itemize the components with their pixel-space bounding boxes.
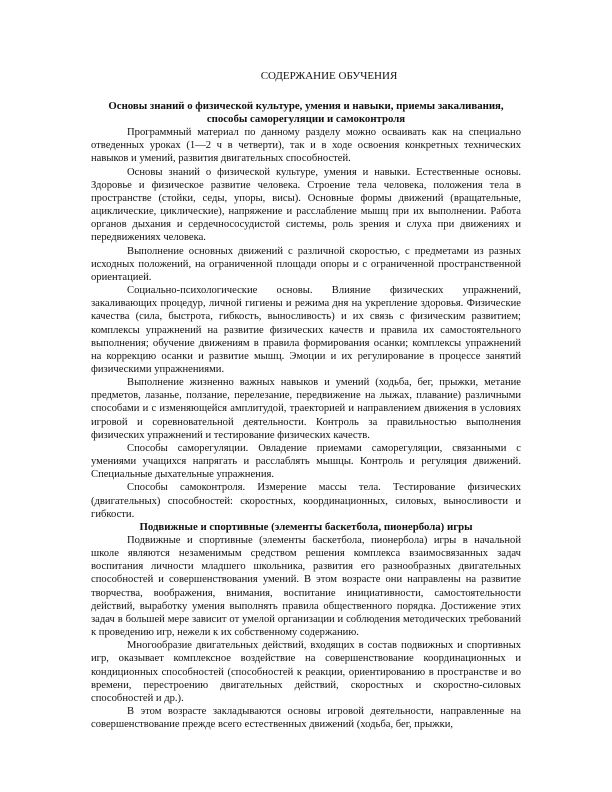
- paragraph: Социально-психологические основы. Влияние физических упражнений, закаливающих процедур, личной гигиены и режима дня на укрепление здоровья. Физические качества (сила, быстрота, гибкость, выносливость) и их связь с физическим развитием; комплексы упражнений на развитие физических качеств и правила их самостоятельного выполнения; обучение движениям в правила формирования осанки; комплексы упражнений на коррекцию осанки и развитие мышц. Эмоции и их регулирование в процессе занятий физическими упражнениями.: [91, 285, 521, 375]
- paragraph: В этом возрасте закладываются основы игровой деятельности, направленные на совершенствование прежде всего естественных движений (ходьба, бег, прыжки,: [91, 706, 521, 731]
- paragraph: Основы знаний о физической культуре, умения и навыки. Естественные основы. Здоровье и физическое развитие человека. Строение тела человека, положения тела в пространстве (стойки, седы, упоры, висы). Основные формы движений (вращательные, ациклические, циклические), напряжение и расслабление мышц при их выполнении. Работа органов дыхания и сердечнососудистой системы, роль зрения и слуха при движениях и передвижениях человека.: [91, 166, 521, 244]
- paragraph: Выполнение основных движений с различной скоростью, с предметами из разных исходных положений, на ограниченной площади опоры и с ограниченной пространственной ориентацией.: [91, 245, 521, 283]
- section-heading-knowledge: Основы знаний о физической культуре, умения и навыки, приемы закаливания,: [108, 100, 504, 113]
- section-heading-games: Подвижные и спортивные (элементы баскетбола, пионербола) игры: [139, 520, 473, 533]
- document-body: [91, 70, 521, 731]
- paragraph: Программный материал по данному разделу можно осваивать как на специально отведенных уроках (1—2 ч в четверти), так и в ходе освоения конкретных технических навыков и умений, развития двигательных способностей.: [91, 127, 521, 165]
- section-heading-knowledge-line2: способы саморегуляции и самоконтроля: [206, 113, 406, 126]
- paragraph: Многообразие двигательных действий, входящих в состав подвижных и спортивных игр, оказывает комплексное воздействие на совершенствование координационных и кондиционных способностей (способностей к реакции, ориентированию в пространстве и во времени, перестроению двигательных действий, скоростных и скоростно-силовых способностей и др.).: [91, 640, 521, 704]
- paragraph: Способы саморегуляции. Овладение приемами саморегуляции, связанными с умениями учащихся напрягать и расслаблять мышцы. Контроль и регуляция движений. Специальные дыхательные упражнения.: [91, 442, 521, 481]
- paragraph: Способы самоконтроля. Измерение массы тела. Тестирование физических (двигательных) способностей: скоростных, координационных, силовых, выносливости и гибкости.: [91, 482, 521, 520]
- paragraph: Подвижные и спортивные (элементы баскетбола, пионербола) игры в начальной школе являются незаменимым средством решения комплекса взаимосвязанных задач воспитания личности младшего школьника, развития его разнообразных двигательных способностей и совершенствования умений. В этом возрасте они направлены на развитие творчества, воображения, внимания, воспитание инициативности, самостоятельности действий, выработку умения выполнять правила общественного порядка. Достижение этих задач в большей мере зависит от умелой организации и соблюдения методических требований к проведению игр, нежели к их собственному содержанию.: [91, 535, 521, 639]
- paragraph: Выполнение жизненно важных навыков и умений (ходьба, бег, прыжки, метание предметов, лазанье, ползание, перелезание, передвижение на лыжах, плавание) различными способами и с изменяющейся амплитудой, траекторией и направлением движения в условиях игровой и соревновательной деятельности. Контроль за правильностью выполнения физических упражнений и тестирование физических качеств.: [91, 377, 521, 441]
- page-title: СОДЕРЖАНИЕ ОБУЧЕНИЯ: [260, 70, 398, 82]
